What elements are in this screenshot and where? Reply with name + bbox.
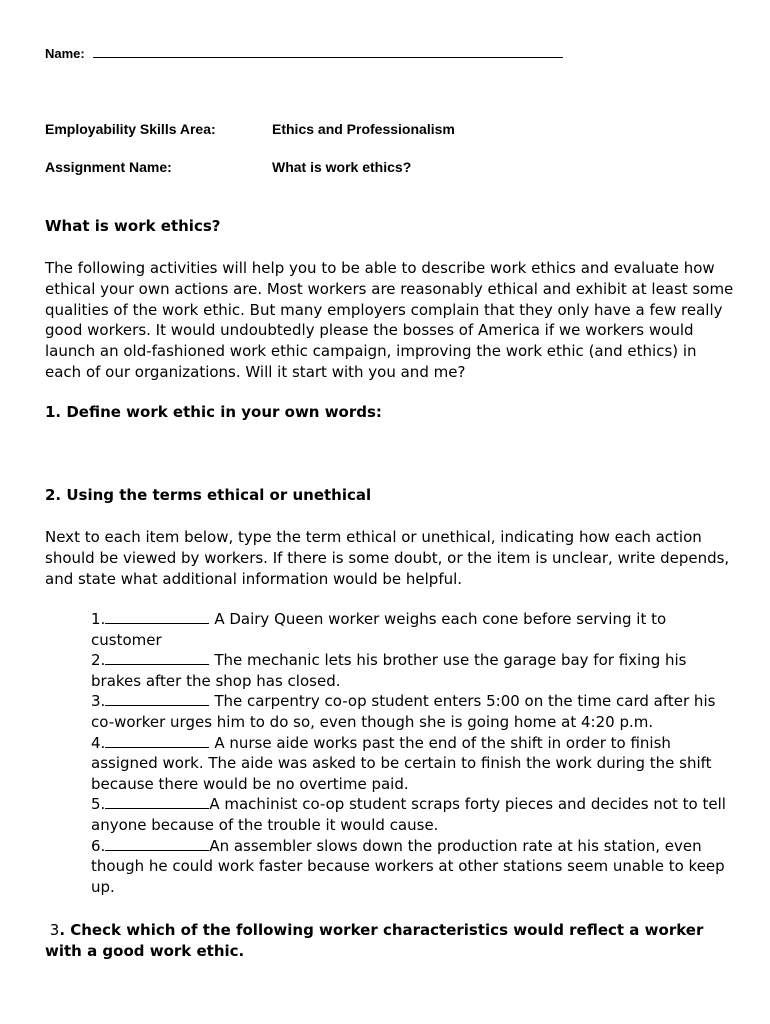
intro-paragraph: The following activities will help you to be able to describe work ethics and evaluate how ethical your own actions are. Most workers are reasonably ethical and exhibit at least some qualities of the work ethic. But many employers complain that they only have a few really good workers. It would undoubtedly please the bosses of America if we workers would launch an old-fashioned work ethic campaign, improving the work ethic (and ethics) in each of our organizations. Will it start with you and me? (45, 259, 734, 381)
list-item (91, 691, 731, 732)
answer-blank[interactable] (105, 650, 209, 665)
section-title: What is work ethics? (45, 217, 221, 235)
answer-blank[interactable] (105, 609, 209, 624)
skills-area-label: Employability Skills Area: (45, 121, 216, 137)
skills-area-row (45, 121, 455, 137)
answer-blank[interactable] (105, 794, 209, 809)
question-3-number: 3 (49, 921, 60, 939)
item-number: 1. (91, 610, 106, 628)
name-blank-field[interactable] (93, 46, 563, 58)
list-item (91, 794, 731, 835)
assignment-name-value: What is work ethics? (272, 159, 412, 175)
scenario-list (91, 609, 731, 897)
item-number: 4. (91, 733, 106, 752)
question-2-instructions: Next to each item below, type the term ethical or unethical, indicating how each action should be viewed by workers. If there is some doubt, or the item is unclear, write depends, and state what additional information would be helpful. (45, 528, 730, 588)
item-text: The carpentry co-op student enters 5:00 on the time card after his co-worker urges him to do so, even though she is going home at 4:20 p.m. (91, 692, 716, 731)
list-item (91, 733, 731, 795)
answer-blank[interactable] (105, 733, 209, 748)
item-text: The mechanic lets his brother use the garage bay for fixing his brakes after the shop has closed. (91, 651, 687, 690)
question-1: 1. Define work ethic in your own words: (45, 403, 382, 421)
list-item (91, 836, 731, 898)
assignment-name-row (45, 159, 411, 175)
name-line (45, 46, 563, 61)
question-2-title: 2. Using the terms ethical or unethical (45, 486, 372, 504)
answer-blank[interactable] (105, 836, 209, 851)
assignment-name-label: Assignment Name: (45, 159, 172, 175)
list-item (91, 650, 731, 691)
list-item (91, 609, 731, 650)
question-3-text: . Check which of the following worker characteristics would reflect a worker with a good work ethic. (45, 921, 704, 960)
item-number: 3. (91, 692, 106, 711)
item-text: A machinist co-op student scraps forty pieces and decides not to tell anyone because of the trouble it would cause. (91, 795, 726, 834)
skills-area-value: Ethics and Professionalism (272, 121, 455, 137)
item-number: 6. (91, 836, 106, 855)
item-text: A nurse aide works past the end of the shift in order to finish assigned work. The aide was asked to be certain to finish the work during the shift because there would be no overtime paid. (91, 733, 712, 793)
question-3 (45, 920, 735, 962)
item-text: An assembler slows down the production rate at his station, even though he could work faster because workers at other stations seem unable to keep up. (91, 836, 725, 896)
answer-blank[interactable] (105, 691, 209, 706)
item-number: 5. (91, 795, 106, 814)
name-label: Name: (45, 46, 85, 61)
item-number: 2. (91, 651, 106, 670)
item-text: A Dairy Queen worker weighs each cone before serving it to customer (91, 610, 667, 649)
